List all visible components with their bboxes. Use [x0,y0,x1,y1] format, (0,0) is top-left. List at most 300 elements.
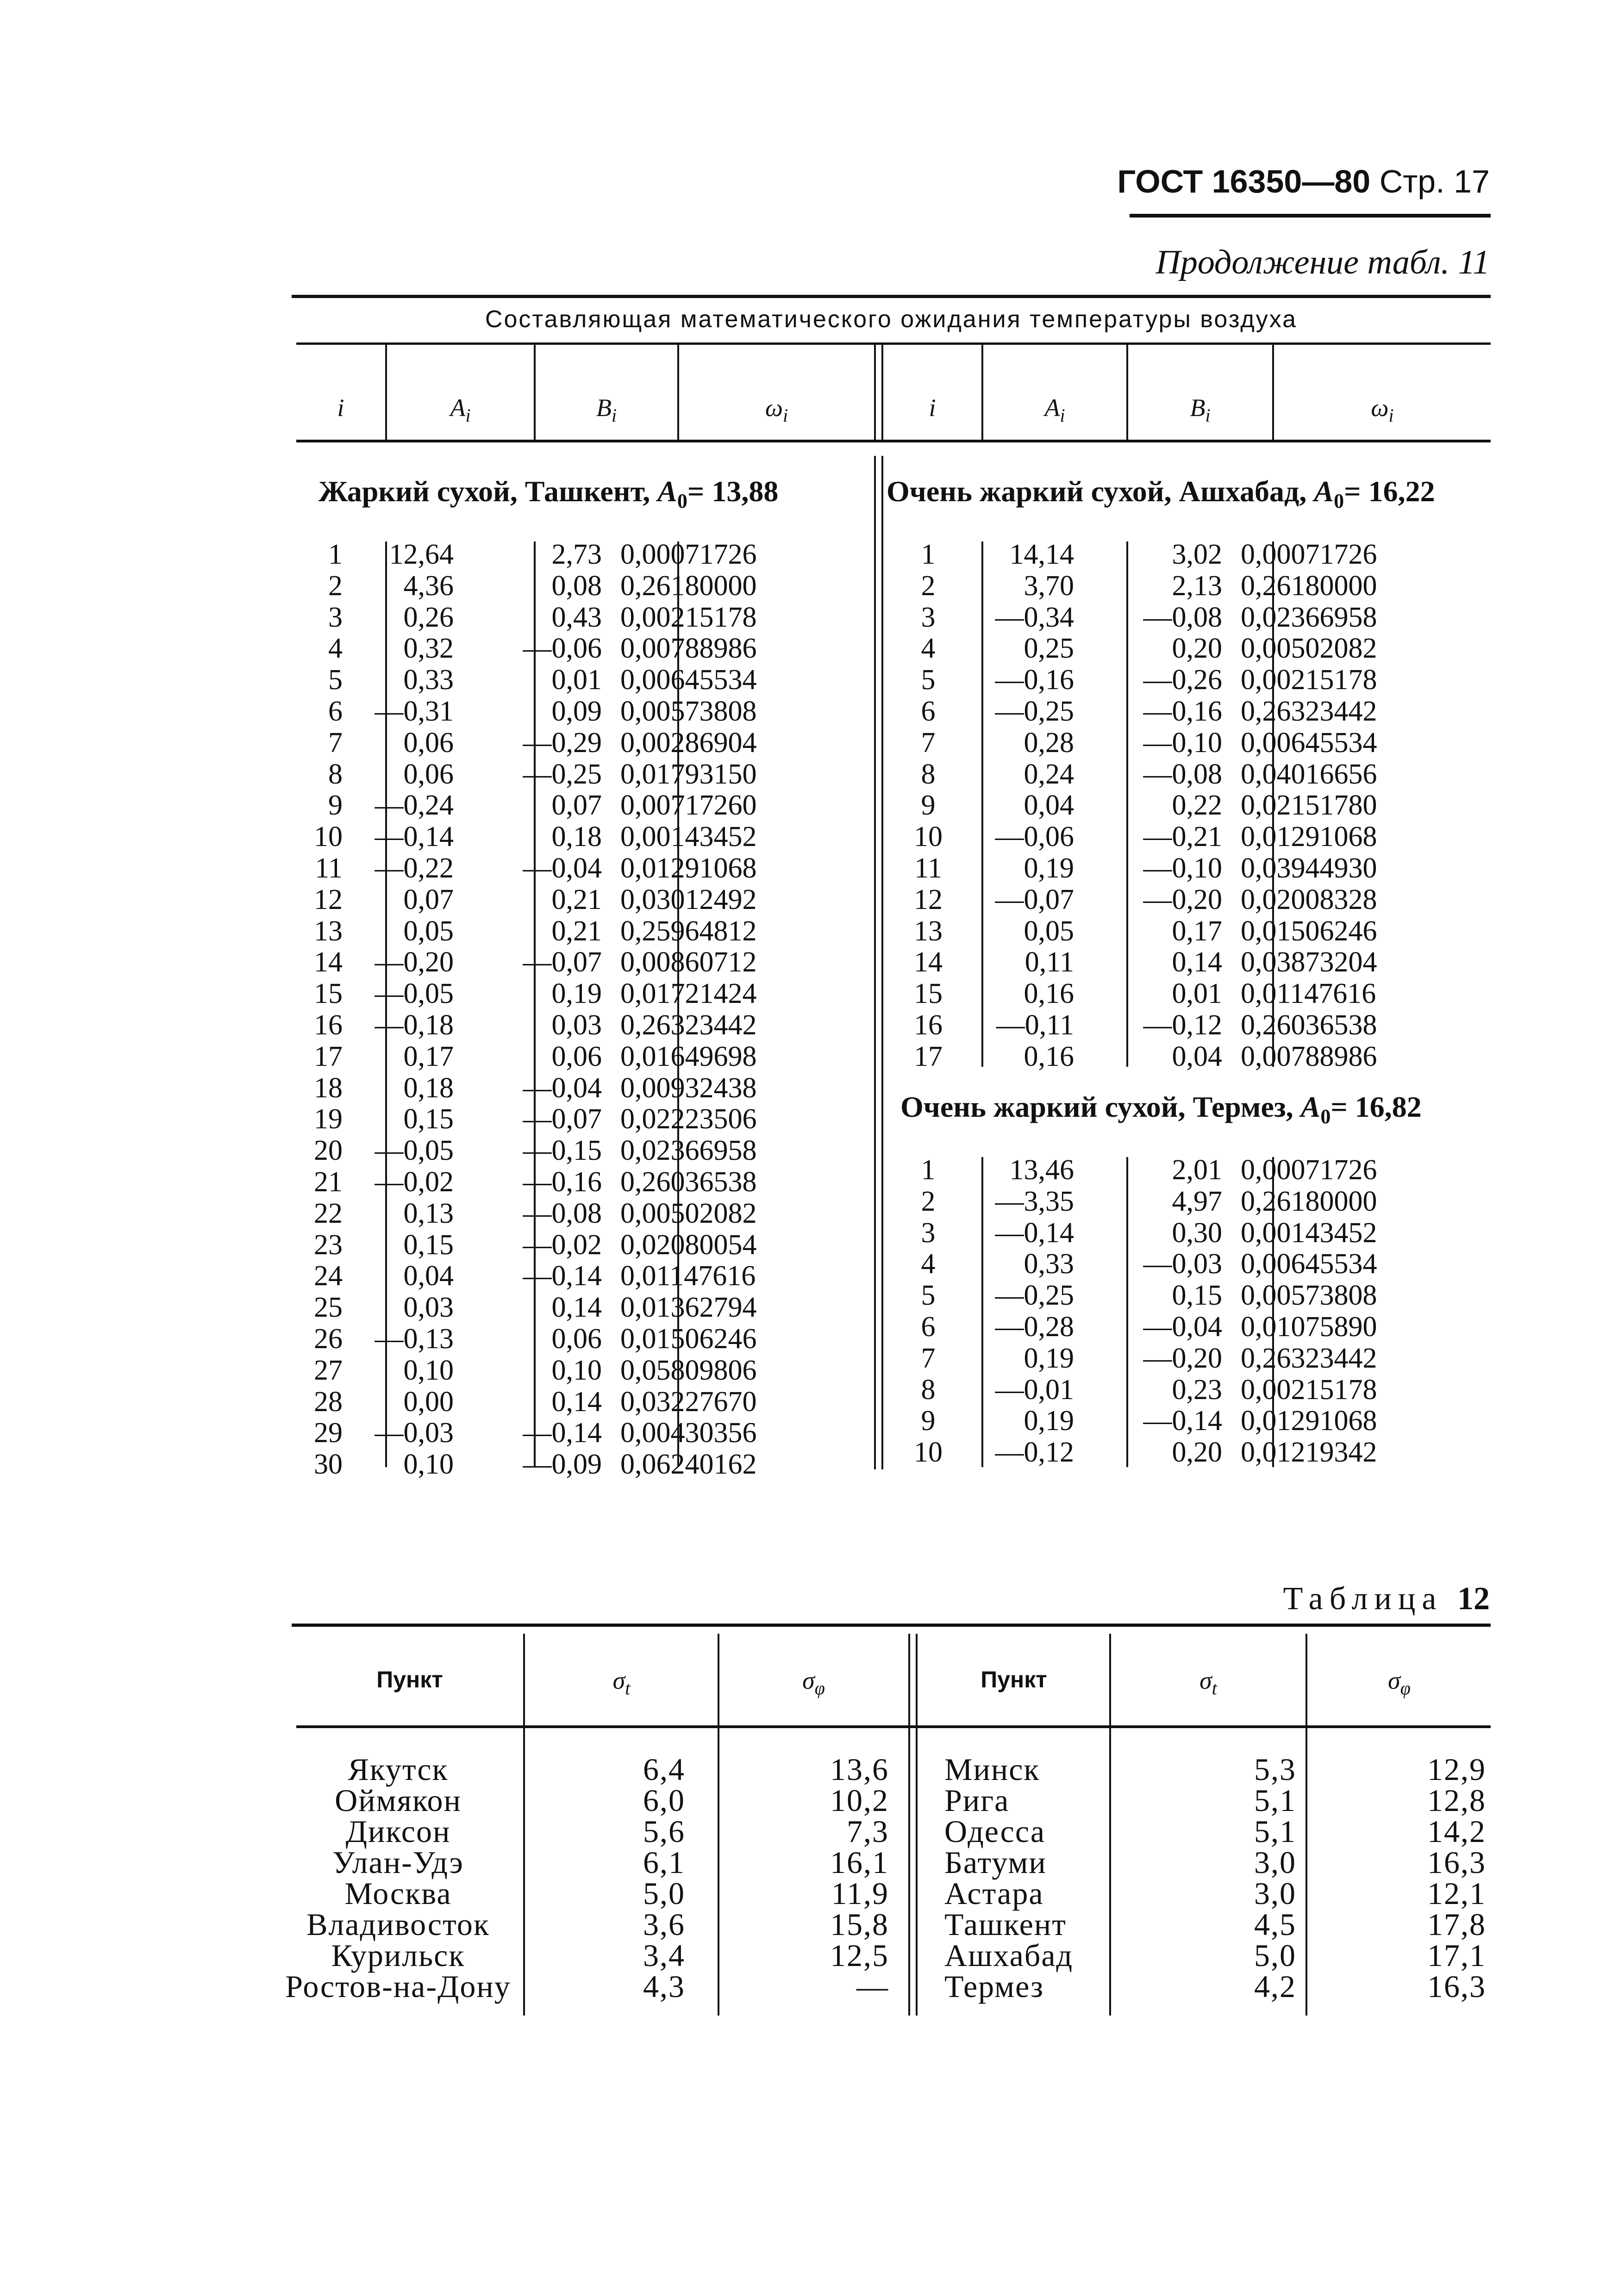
row-index: 9 [921,1405,936,1437]
coef-a: 0,33 [403,664,454,696]
table-row [306,790,815,821]
t12-header-point: Пункт [981,1667,1047,1692]
coef-a: 0,32 [403,633,454,665]
col-header-b: $B_i$ [596,394,617,426]
row-index: 1 [328,539,343,570]
row-index: 2 [921,1185,936,1217]
coef-b: 0,21 [551,884,602,915]
row-index: 11 [315,852,343,884]
table-row [306,1449,815,1481]
omega-value: 0,01291068 [1241,821,1377,853]
sigma-t-value: 4,5 [1254,1907,1296,1942]
omega-value: 0,00215178 [1241,664,1377,696]
sigma-phi-value: — [856,1969,889,2004]
table-row [893,947,1444,978]
table-row [893,1343,1444,1375]
table-row [306,978,815,1010]
omega-value: 0,02151780 [1241,790,1377,821]
coef-b: —0,10 [1143,852,1222,884]
table-row [306,884,815,916]
table-row [282,1754,889,1785]
row-index: 3 [921,601,936,633]
t12-header-sigma-phi: $\sigma_\varphi$ [802,1667,825,1699]
table-row [306,1073,815,1104]
coef-a: 0,19 [1024,1342,1074,1374]
table-row [893,759,1444,790]
point-name: Оймякон [335,1783,462,1818]
omega-value: 0,26036538 [1241,1009,1377,1041]
point-name: Владивосток [306,1907,490,1942]
omega-value: 0,00717260 [620,790,757,821]
table-row [306,1324,815,1355]
coef-a: 0,10 [403,1449,454,1481]
coef-b: 3,02 [1172,539,1222,570]
coef-a: 13,46 [1009,1154,1074,1186]
omega-value: 0,00502082 [1241,633,1377,665]
table-row [893,916,1444,947]
col-header-a: $A_i$ [450,394,471,426]
table12-top-rule [292,1624,1491,1627]
coef-a: 0,16 [1024,1040,1074,1072]
coef-a: —3,35 [995,1185,1074,1217]
table-row [306,853,815,884]
row-index: 5 [921,664,936,696]
coef-b: —0,10 [1143,727,1222,759]
coef-b: —0,25 [523,758,602,790]
coef-a: —0,03 [375,1417,454,1449]
table-row [306,947,815,978]
row-index: 3 [328,601,343,633]
coef-a: —0,31 [375,695,454,727]
row-index: 15 [314,978,343,1010]
sigma-phi-value: 16,1 [830,1845,889,1880]
row-index: 4 [921,1248,936,1280]
omega-value: 0,25964812 [620,915,757,947]
coef-b: 0,09 [551,695,602,727]
table-row [893,978,1444,1010]
section-title-ashgabat: Очень жаркий сухой, Ашхабад, $A_0= 16,22$ [887,475,1435,512]
table12-rows-right [944,1754,1486,2002]
row-index: 28 [314,1386,343,1418]
coef-a: —0,25 [995,695,1074,727]
table12-header-rule [296,1725,1491,1728]
row-index: 4 [328,633,343,665]
omega-value: 0,03873204 [1241,946,1377,978]
coef-a: 0,19 [1024,1405,1074,1437]
table-row [306,571,815,602]
omega-value: 0,01147616 [620,1260,756,1292]
row-index: 8 [921,758,936,790]
coef-a: 0,10 [403,1354,454,1386]
t12-double-sep [908,1634,910,2016]
coef-b: 0,20 [1172,1437,1222,1468]
omega-value: 0,26180000 [620,570,757,602]
coef-b: 0,08 [551,570,602,602]
coef-b: —0,14 [523,1417,602,1449]
row-index: 29 [314,1417,343,1449]
table-row [893,1437,1444,1468]
coef-b: 0,17 [1172,915,1222,947]
coef-a: —0,28 [995,1311,1074,1343]
page-header [1117,163,1490,200]
coef-a: —0,14 [375,821,454,853]
coef-b: —0,16 [523,1166,602,1198]
table-row [944,1754,1486,1785]
table-row [306,1167,815,1198]
sigma-phi-value: 10,2 [830,1783,889,1818]
table-row [306,1104,815,1135]
row-index: 7 [921,1342,936,1374]
table-row [893,1406,1444,1437]
coef-a: 0,05 [1024,915,1074,947]
row-index: 23 [314,1229,343,1261]
coef-a: 0,00 [403,1386,454,1418]
sigma-t-value: 3,4 [643,1938,685,1973]
coef-a: 0,18 [403,1072,454,1104]
sigma-t-value: 3,0 [1254,1876,1296,1911]
coef-b: —0,20 [1143,1342,1222,1374]
row-index: 13 [314,915,343,947]
row-index: 13 [914,915,943,947]
table-row [282,1971,889,2002]
table-row [893,1010,1444,1041]
sigma-t-value: 5,0 [643,1876,685,1911]
omega-value: 0,01506246 [1241,915,1377,947]
table-row [893,790,1444,821]
coef-a: —0,07 [995,884,1074,915]
row-index: 5 [328,664,343,696]
table-row [306,1355,815,1387]
row-index: 12 [314,884,343,915]
coef-b: —0,04 [523,1072,602,1104]
coef-a: —0,11 [996,1009,1074,1041]
sigma-phi-value: 12,9 [1427,1752,1486,1787]
point-name: Диксон [345,1814,451,1849]
coef-b: —0,07 [523,1103,602,1135]
coef-b: —0,20 [1143,884,1222,915]
coef-a: 0,15 [403,1103,454,1135]
sigma-phi-value: 16,3 [1427,1969,1486,2004]
coef-a: 0,04 [403,1260,454,1292]
table-row [944,1878,1486,1909]
row-index: 24 [314,1260,343,1292]
sigma-t-value: 6,4 [643,1752,685,1787]
coef-a: 0,26 [403,601,454,633]
row-index: 20 [314,1135,343,1167]
sigma-phi-value: 12,5 [830,1938,889,1973]
table-row [306,1198,815,1230]
col-header-omega: $\omega_i$ [765,394,788,426]
table-row [306,1261,815,1292]
col-header-i: i [929,394,936,422]
table-row [306,1387,815,1418]
omega-value: 0,01147616 [1241,978,1376,1010]
t12-header-sigma-t: $\sigma_t$ [612,1667,631,1699]
point-name: Одесса [944,1814,1046,1849]
table-row [893,1041,1444,1073]
omega-value: 0,26323442 [1241,695,1377,727]
coef-a: —0,06 [995,821,1074,853]
sigma-t-value: 5,1 [1254,1814,1296,1849]
row-index: 16 [314,1009,343,1041]
row-index: 8 [328,758,343,790]
table-row [306,1010,815,1041]
header-rule [1130,214,1491,218]
coef-a: 0,15 [403,1229,454,1261]
coef-a: —0,05 [375,978,454,1010]
omega-value: 0,02366958 [620,1135,757,1167]
col-header-b: $B_i$ [1190,394,1211,426]
omega-value: 0,01793150 [620,758,757,790]
row-index: 7 [328,727,343,759]
row-index: 11 [914,852,942,884]
row-index: 3 [921,1217,936,1249]
col-header-omega: $\omega_i$ [1371,394,1394,426]
t11-body-double-sep [881,456,883,1469]
table12-rows-left [282,1754,889,2002]
page-number: Стр. 17 [1379,163,1490,199]
t12-header-sigma-t: $\sigma_t$ [1199,1667,1217,1699]
coef-a: 0,28 [1024,727,1074,759]
coef-a: —0,14 [995,1217,1074,1249]
coef-a: 3,70 [1024,570,1074,602]
coef-a: 0,19 [1024,852,1074,884]
table-row [893,1280,1444,1312]
omega-value: 0,01649698 [620,1040,757,1072]
omega-value: 0,26180000 [1241,570,1377,602]
coef-a: —0,05 [375,1135,454,1167]
omega-value: 0,00071726 [620,539,757,570]
coef-b: 0,30 [1172,1217,1222,1249]
omega-value: 0,06240162 [620,1449,757,1481]
coef-b: —0,09 [523,1449,602,1481]
sigma-phi-value: 17,1 [1427,1938,1486,1973]
table-row [306,665,815,696]
omega-value: 0,03012492 [620,884,757,915]
row-index: 27 [314,1354,343,1386]
coef-a: 0,13 [403,1197,454,1229]
row-index: 6 [921,1311,936,1343]
table-row [944,1847,1486,1878]
row-index: 17 [314,1040,343,1072]
row-index: 9 [921,790,936,821]
sigma-phi-value: 12,8 [1427,1783,1486,1818]
row-index: 9 [328,790,343,821]
row-index: 12 [914,884,943,915]
omega-value: 0,02080054 [620,1229,757,1261]
col-header-a: $A_i$ [1044,394,1065,426]
coef-b: 0,18 [551,821,602,853]
coef-b: 2,01 [1172,1154,1222,1186]
omega-value: 0,00215178 [1241,1374,1377,1406]
sigma-phi-value: 12,1 [1427,1876,1486,1911]
omega-value: 0,00143452 [620,821,757,853]
table-row [306,1041,815,1073]
row-index: 4 [921,633,936,665]
coef-b: —0,03 [1143,1248,1222,1280]
row-index: 19 [314,1103,343,1135]
row-index: 2 [921,570,936,602]
table-row [893,1249,1444,1280]
row-index: 18 [314,1072,343,1104]
coef-a: 0,11 [1024,946,1074,978]
omega-value: 0,26036538 [620,1166,757,1198]
row-index: 25 [314,1292,343,1324]
sigma-t-value: 6,1 [643,1845,685,1880]
table-row [306,539,815,571]
omega-value: 0,01291068 [1241,1405,1377,1437]
coef-b: 0,10 [551,1354,602,1386]
omega-value: 0,00071726 [1241,1154,1377,1186]
coef-b: 4,97 [1172,1185,1222,1217]
coef-a: —0,12 [995,1437,1074,1468]
table-row [306,916,815,947]
coef-b: —0,16 [1143,695,1222,727]
coef-b: 0,14 [551,1386,602,1418]
col-header-i: i [337,394,344,422]
point-name: Улан-Удэ [332,1845,464,1880]
row-index: 1 [921,539,936,570]
coef-a: —0,01 [995,1374,1074,1406]
coef-a: —0,22 [375,852,454,884]
sigma-phi-value: 7,3 [847,1814,889,1849]
omega-value: 0,00143452 [1241,1217,1377,1249]
row-index: 5 [921,1280,936,1312]
coef-b: 0,21 [551,915,602,947]
table-row [306,728,815,759]
coef-a: 0,03 [403,1292,454,1324]
table-row [306,1418,815,1449]
omega-value: 0,05809806 [620,1354,757,1386]
sigma-phi-value: 15,8 [830,1907,889,1942]
row-index: 10 [914,1437,943,1468]
section-title-tashkent: Жаркий сухой, Ташкент, $A_0= 13,88$ [319,475,779,512]
omega-value: 0,01075890 [1241,1311,1377,1343]
omega-value: 0,00573808 [620,695,757,727]
coef-a: 4,36 [403,570,454,602]
row-index: 14 [314,946,343,978]
table-row [893,633,1444,665]
coef-b: 0,04 [1172,1040,1222,1072]
row-index: 14 [914,946,943,978]
coef-a: 12,64 [389,539,454,570]
table-row [944,1909,1486,1940]
sigma-t-value: 3,6 [643,1907,685,1942]
table-row [282,1847,889,1878]
omega-value: 0,00645534 [1241,1248,1377,1280]
omega-value: 0,26323442 [620,1009,757,1041]
row-index: 7 [921,727,936,759]
table-row [893,1375,1444,1406]
table-row [893,696,1444,728]
coef-b: 0,22 [1172,790,1222,821]
table-row [893,1218,1444,1249]
coef-a: —0,24 [375,790,454,821]
coef-b: 0,43 [551,601,602,633]
coef-b: —0,15 [523,1135,602,1167]
coef-b: 0,06 [551,1323,602,1355]
table-row [893,1186,1444,1218]
table12-title: Таблица 12 [1283,1581,1490,1617]
t11-header-double-sep [881,345,883,440]
table-row [306,821,815,853]
coef-a: 0,06 [403,758,454,790]
coef-b: —0,14 [1143,1405,1222,1437]
coef-b: 2,73 [551,539,602,570]
t12-header-point: Пункт [376,1667,443,1692]
table-row [893,1155,1444,1186]
omega-value: 0,01362794 [620,1292,757,1324]
omega-value: 0,04016656 [1241,758,1377,790]
row-index: 17 [914,1040,943,1072]
point-name: Ашхабад [944,1938,1074,1973]
table-row [893,1312,1444,1343]
omega-value: 0,00860712 [620,946,757,978]
coef-a: 0,16 [1024,978,1074,1010]
row-index: 30 [314,1449,343,1481]
table-row [944,1971,1486,2002]
row-index: 26 [314,1323,343,1355]
point-name: Термез [944,1969,1044,2004]
coef-a: 0,33 [1024,1248,1074,1280]
coef-b: —0,21 [1143,821,1222,853]
coef-a: 0,07 [403,884,454,915]
table-row [282,1816,889,1847]
omega-value: 0,00430356 [620,1417,757,1449]
coef-a: —0,16 [995,664,1074,696]
coef-b: 0,15 [1172,1280,1222,1312]
row-index: 8 [921,1374,936,1406]
t12-header-sigma-phi: $\sigma_\varphi$ [1388,1667,1411,1699]
row-index: 22 [314,1197,343,1229]
coef-a: 0,04 [1024,790,1074,821]
point-name: Рига [944,1783,1010,1818]
table-row [306,759,815,790]
coef-a: 0,05 [403,915,454,947]
sigma-phi-value: 11,9 [831,1876,889,1911]
omega-value: 0,01721424 [620,978,757,1010]
coef-b: —0,14 [523,1260,602,1292]
omega-value: 0,02366958 [1241,601,1377,633]
omega-value: 0,02223506 [620,1103,757,1135]
table-row [893,853,1444,884]
table-continuation-label: Продолжение табл. 11 [1156,243,1490,281]
omega-value: 0,00645534 [1241,727,1377,759]
table-row [306,1135,815,1167]
omega-value: 0,01291068 [620,852,757,884]
point-name: Москва [344,1876,452,1911]
table11-header-rule [296,440,1491,442]
coef-a: —0,34 [995,601,1074,633]
coef-b: 0,14 [1172,946,1222,978]
table-row [893,728,1444,759]
omega-value: 0,00932438 [620,1072,757,1104]
coef-b: —0,04 [1143,1311,1222,1343]
point-name: Ташкент [944,1907,1067,1942]
standard-number: ГОСТ 16350—80 [1117,163,1371,199]
omega-value: 0,00788986 [620,633,757,665]
table11-rows-termez [893,1155,1444,1468]
table-row [306,1292,815,1324]
sigma-t-value: 6,0 [643,1783,685,1818]
table-row [306,602,815,634]
sigma-t-value: 3,0 [1254,1845,1296,1880]
table-row [893,602,1444,634]
table-row [893,665,1444,696]
table-row [306,1230,815,1261]
coef-a: 14,14 [1009,539,1074,570]
omega-value: 0,00573808 [1241,1280,1377,1312]
